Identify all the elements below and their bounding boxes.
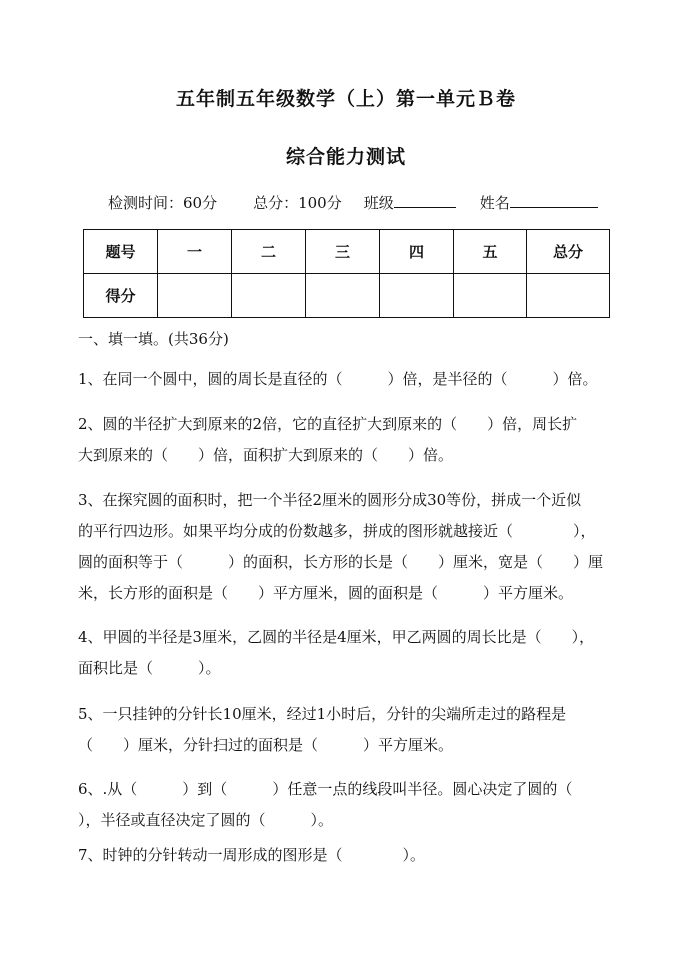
score-row-label: 得分 [84, 274, 158, 318]
header-cell-total: 总分 [527, 230, 610, 274]
exam-info-line [108, 192, 598, 213]
question-3-line-4: 米，长方形的面积是（ ）平方厘米，圆的面积是（ ）平方厘米。 [78, 584, 574, 602]
name-label: 姓名 [479, 194, 510, 212]
score-cell-4[interactable] [380, 274, 454, 318]
question-2-line-1: 2、圆的半径扩大到原来的2倍，它的直径扩大到原来的（ ）倍，周长扩 [78, 415, 578, 433]
header-cell-4: 四 [380, 230, 454, 274]
header-cell-5: 五 [454, 230, 527, 274]
question-2 [78, 409, 618, 471]
class-blank[interactable] [394, 193, 456, 208]
question-3-line-3: 圆的面积等于（ ）的面积，长方形的长是（ ）厘米，宽是（ ）厘 [78, 553, 604, 571]
score-cell-5[interactable] [454, 274, 527, 318]
exam-subtitle: 综合能力测试 [285, 146, 406, 168]
header-cell-2: 二 [232, 230, 306, 274]
total-score-info: 总分：100分 [253, 194, 342, 212]
name-blank[interactable] [510, 193, 598, 208]
score-cell-1[interactable] [158, 274, 232, 318]
question-4-line-1: 4、甲圆的半径是3厘米，乙圆的半径是4厘米，甲乙两圆的周长比是（ ）， [78, 628, 595, 646]
question-5 [78, 699, 618, 761]
question-3-line-1: 3、在探究圆的面积时，把一个半径2厘米的圆形分成30等份，拼成一个近似 [78, 491, 582, 509]
header-cell-3: 三 [306, 230, 380, 274]
exam-title: 五年制五年级数学（上）第一单元Ｂ卷 [175, 88, 516, 110]
question-2-line-2: 大到原来的（ ）倍，面积扩大到原来的（ ）倍。 [78, 446, 454, 464]
question-5-line-1: 5、一只挂钟的分针长10厘米，经过1小时后，分针的尖端所走过的路程是 [78, 705, 567, 723]
question-7-line-1: 7、时钟的分针转动一周形成的图形是（ ）。 [78, 846, 426, 864]
header-cell-question: 题号 [84, 230, 158, 274]
question-4-line-2: 面积比是（ ）。 [78, 659, 221, 677]
section-1-title: 一、填一填。(共36分) [78, 330, 229, 348]
score-cell-total[interactable] [527, 274, 610, 318]
question-5-line-2: （ ）厘米，分针扫过的面积是（ ）平方厘米。 [78, 736, 454, 754]
question-6 [78, 774, 618, 836]
class-label: 班级 [363, 194, 394, 212]
question-6-line-1: 6、.从（ ）到（ ）任意一点的线段叫半径。圆心决定了圆的（ [78, 780, 573, 798]
time-info: 检测时间：60分 [108, 194, 218, 212]
question-4 [78, 622, 618, 684]
score-table-header-row [84, 230, 610, 274]
score-table [83, 229, 610, 318]
question-1 [78, 364, 618, 395]
score-table-score-row [84, 274, 610, 318]
score-cell-2[interactable] [232, 274, 306, 318]
score-cell-3[interactable] [306, 274, 380, 318]
question-6-line-2: ），半径或直径决定了圆的（ ）。 [78, 811, 334, 829]
header-cell-1: 一 [158, 230, 232, 274]
question-3-line-2: 的平行四边形。如果平均分成的份数越多，拼成的图形就越接近（ ）， [78, 522, 596, 540]
question-1-line-1: 1、在同一个圆中，圆的周长是直径的（ ）倍，是半径的（ ）倍。 [78, 370, 598, 388]
question-3 [78, 485, 618, 609]
question-7 [78, 840, 618, 871]
